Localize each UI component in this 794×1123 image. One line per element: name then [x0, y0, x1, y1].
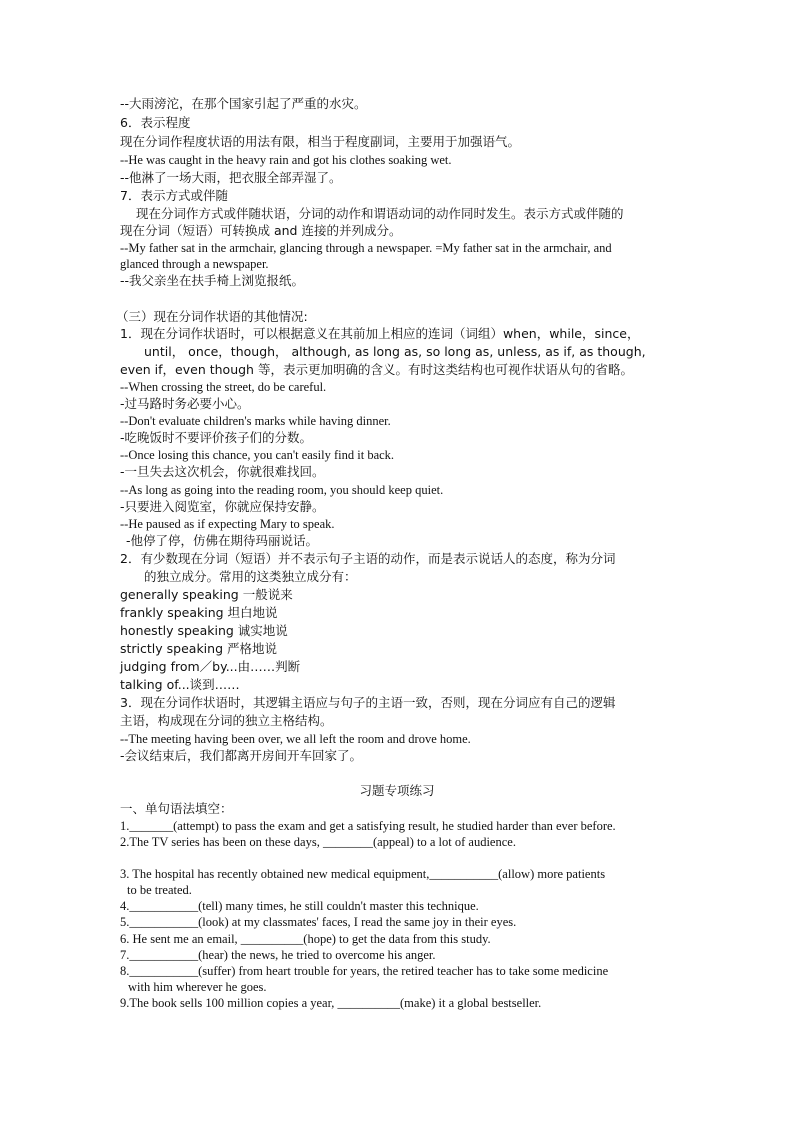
text-line: --When crossing the street, do be careful. — [120, 380, 327, 394]
section-title: 习题专项练习 — [359, 783, 435, 798]
text-line: talking of...谈到…… — [120, 677, 240, 692]
text-line: 3. The hospital has recently obtained new medical equipment,___________(allow) more patients — [120, 867, 606, 881]
text-line: --The meeting having been over, we all left the room and drove home. — [120, 732, 471, 746]
text-line: -他停了停，仿佛在期待玛丽说话。 — [126, 533, 319, 548]
text-line: 主语，构成现在分词的独立主格结构。 — [120, 713, 333, 728]
text-line: with him wherever he goes. — [128, 980, 267, 994]
text-line: 现在分词（短语）可转换成 and 连接的并列成分。 — [120, 223, 402, 238]
text-line: --As long as going into the reading room, you should keep quiet. — [120, 483, 444, 497]
text-line: generally speaking 一般说来 — [120, 587, 293, 602]
text-line: honestly speaking 诚实地说 — [120, 623, 288, 638]
text-line: strictly speaking 严格地说 — [120, 641, 277, 656]
text-line: 7．表示方式或伴随 — [120, 188, 228, 203]
text-line: 7.___________(hear) the news, he tried to overcome his anger. — [120, 948, 436, 962]
text-line: 8.___________(suffer) from heart trouble for years, the retired teacher has to take some medicine — [120, 964, 609, 978]
text-line: --Don't evaluate children's marks while having dinner. — [120, 414, 391, 428]
text-line: 4.___________(tell) many times, he still couldn't master this technique. — [120, 899, 479, 913]
text-line: 3．现在分词作状语时，其逻辑主语应与句子的主语一致，否则，现在分词应有自己的逻辑 — [120, 695, 616, 710]
text-line: 一、单句语法填空： — [120, 801, 233, 816]
text-line: --He was caught in the heavy rain and got his clothes soaking wet. — [120, 153, 452, 167]
text-line: --He paused as if expecting Mary to speak. — [120, 517, 335, 531]
text-line: 现在分词作程度状语的用法有限，相当于程度副词，主要用于加强语气。 — [120, 134, 521, 149]
text-line: 9.The book sells 100 million copies a year, __________(make) it a global bestseller. — [120, 996, 542, 1010]
text-line: --我父亲坐在扶手椅上浏览报纸。 — [120, 273, 305, 288]
text-line: -会议结束后，我们都离开房间开车回家了。 — [120, 748, 363, 763]
text-line: 1._______(attempt) to pass the exam and get a satisfying result, he studied harder than ever before. — [120, 819, 616, 833]
text-line: -过马路时务必要小心。 — [120, 396, 250, 411]
text-line: 现在分词作方式或伴随状语，分词的动作和谓语动词的动作同时发生。表示方式或伴随的 — [136, 206, 624, 221]
text-line: （三）现在分词作状语的其他情况: — [116, 309, 308, 324]
text-line: 1．现在分词作状语时，可以根据意义在其前加上相应的连词（词组）when，while，since， — [120, 326, 640, 341]
text-line: --大雨滂沱，在那个国家引起了严重的水灾。 — [120, 96, 367, 111]
text-line: judging from／by...由……判断 — [120, 659, 301, 674]
text-line: --Once losing this chance, you can't easily find it back. — [120, 448, 395, 462]
text-line: until， once，though， although, as long as, so long as, unless, as if, as though, — [144, 344, 646, 359]
text-line: glanced through a newspaper. — [120, 257, 269, 271]
text-line: frankly speaking 坦白地说 — [120, 605, 278, 620]
text-line: 的独立成分。常用的这类独立成分有： — [144, 569, 357, 584]
text-line: --他淋了一场大雨，把衣服全部弄湿了。 — [120, 170, 342, 185]
text-line: -吃晚饭时不要评价孩子们的分数。 — [120, 430, 313, 445]
text-line: 6．表示程度 — [120, 115, 191, 130]
text-line: -只要进入阅览室，你就应保持安静。 — [120, 499, 325, 514]
text-line: 2.The TV series has been on these days, ________(appeal) to a lot of audience. — [120, 835, 516, 849]
text-line: 2．有少数现在分词（短语）并不表示句子主语的动作，而是表示说话人的态度，称为分词 — [120, 551, 616, 566]
text-line: 5.___________(look) at my classmates' faces, I read the same joy in their eyes. — [120, 915, 517, 929]
text-line: even if，even though 等，表示更加明确的含义。有时这类结构也可视作状语从句的省略。 — [120, 362, 633, 377]
text-line: -一旦失去这次机会，你就很难找回。 — [120, 464, 325, 479]
text-line: to be treated. — [127, 883, 192, 897]
text-line: 6. He sent me an email, __________(hope) to get the data from this study. — [120, 932, 491, 946]
text-line: --My father sat in the armchair, glancing through a newspaper. =My father sat in the armchair, and — [120, 241, 612, 255]
